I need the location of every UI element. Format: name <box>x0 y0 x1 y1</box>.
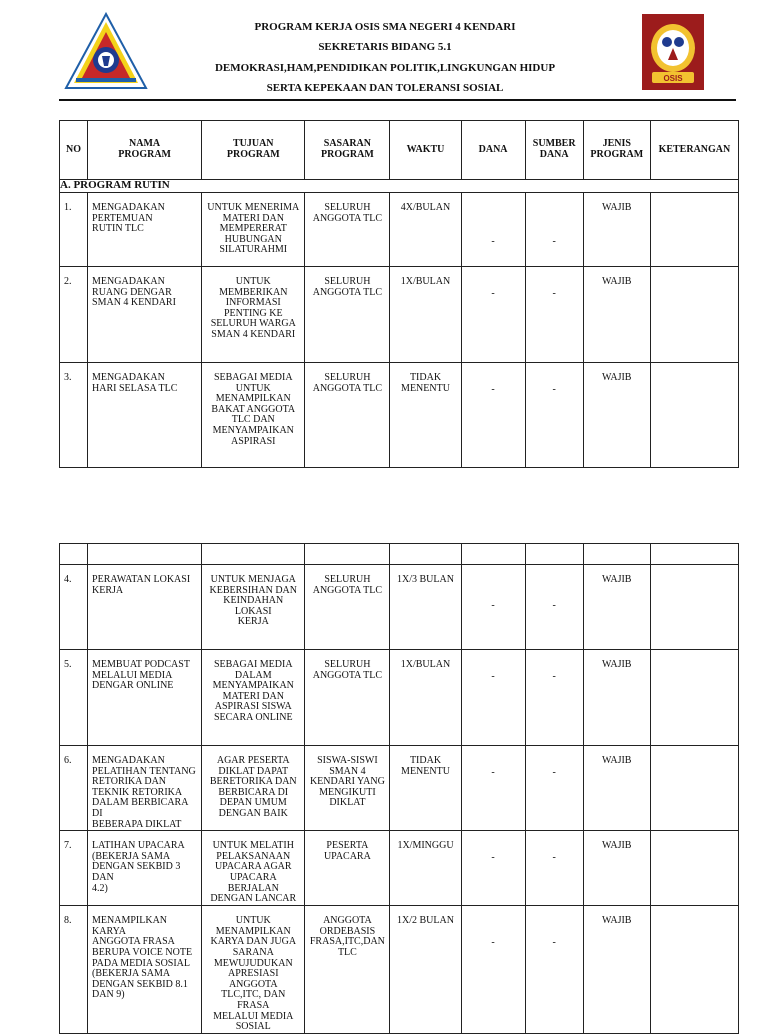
table-row <box>60 267 739 363</box>
program-type-cell: WAJIB <box>583 831 650 906</box>
fund-cell: - <box>461 193 525 267</box>
program-target-cell: SELURUH ANGGOTA TLC <box>305 193 390 267</box>
osis-logo-icon <box>642 14 704 90</box>
row-number: 3. <box>60 363 88 468</box>
fund-cell: - <box>461 363 525 468</box>
table-row <box>60 831 739 906</box>
program-time-cell: 1X/BULAN <box>390 650 461 746</box>
program-target-cell: PESERTA UPACARA <box>305 831 390 906</box>
fund-source-cell: - <box>525 363 583 468</box>
row-number: 7. <box>60 831 88 906</box>
notes-cell <box>650 267 738 363</box>
program-goal-cell: AGAR PESERTA DIKLAT DAPAT BERETORIKA DAN BERBICARA DI DEPAN UMUM DENGAN BAIK <box>202 746 305 831</box>
program-goal-cell: SEBAGAI MEDIA UNTUK MENAMPILKAN BAKAT ANGGOTA TLC DAN MENYAMPAIKAN ASPIRASI <box>202 363 305 468</box>
header-divider <box>59 99 736 101</box>
row-number: 2. <box>60 267 88 363</box>
program-type-cell: WAJIB <box>583 906 650 1034</box>
section-title: A. PROGRAM RUTIN <box>60 180 739 193</box>
row-number: 5. <box>60 650 88 746</box>
notes-cell <box>650 831 738 906</box>
program-goal-cell: UNTUK MELATIH PELAKSANAAN UPACARA AGAR UPACARA BERJALAN DENGAN LANCAR <box>202 831 305 906</box>
col-header-jenis: JENIS PROGRAM <box>583 121 650 180</box>
school-logo-icon <box>64 12 148 92</box>
fund-source-cell: - <box>525 746 583 831</box>
program-name-cell: PERAWATAN LOKASI KERJA <box>88 565 202 650</box>
fund-cell: - <box>461 267 525 363</box>
program-goal-cell: UNTUK MENJAGA KEBERSIHAN DAN KEINDAHAN LOKASI KERJA <box>202 565 305 650</box>
section-row <box>60 180 739 193</box>
program-type-cell: WAJIB <box>583 650 650 746</box>
col-header-waktu: WAKTU <box>390 121 461 180</box>
program-time-cell: 1X/2 BULAN <box>390 906 461 1034</box>
notes-cell <box>650 193 738 267</box>
notes-cell <box>650 746 738 831</box>
program-target-cell: ANGGOTA ORDEBASIS FRASA,ITC,DAN TLC <box>305 906 390 1034</box>
fund-cell: - <box>461 650 525 746</box>
program-name-cell: LATIHAN UPACARA (BEKERJA SAMA DENGAN SEKBID 3 DAN 4.2) <box>88 831 202 906</box>
notes-cell <box>650 650 738 746</box>
program-type-cell: WAJIB <box>583 267 650 363</box>
program-target-cell: SELURUH ANGGOTA TLC <box>305 363 390 468</box>
title-line-3: DEMOKRASI,HAM,PENDIDIKAN POLITIK,LINGKUNGAN HIDUP <box>214 61 556 74</box>
program-time-cell: TIDAK MENENTU <box>390 363 461 468</box>
fund-source-cell: - <box>525 267 583 363</box>
program-goal-cell: SEBAGAI MEDIA DALAM MENYAMPAIKAN MATERI DAN ASPIRASI SISWA SECARA ONLINE <box>202 650 305 746</box>
table-row <box>60 650 739 746</box>
program-name-cell: MENGADAKAN RUANG DENGAR SMAN 4 KENDARI <box>88 267 202 363</box>
row-number: 8. <box>60 906 88 1034</box>
table-row <box>60 193 739 267</box>
program-goal-cell: UNTUK MENERIMA MATERI DAN MEMPERERAT HUBUNGAN SILATURAHMI <box>202 193 305 267</box>
row-number: 6. <box>60 746 88 831</box>
program-type-cell: WAJIB <box>583 193 650 267</box>
fund-source-cell: - <box>525 565 583 650</box>
col-header-no: NO <box>60 121 88 180</box>
table-row <box>60 363 739 468</box>
row-number: 4. <box>60 565 88 650</box>
program-type-cell: WAJIB <box>583 363 650 468</box>
program-goal-cell: UNTUK MEMBERIKAN INFORMASI PENTING KE SELURUH WARGA SMAN 4 KENDARI <box>202 267 305 363</box>
notes-cell <box>650 906 738 1034</box>
fund-source-cell: - <box>525 906 583 1034</box>
row-number: 1. <box>60 193 88 267</box>
table-body-2 <box>60 565 739 1034</box>
col-header-sasaran: SASARAN PROGRAM <box>305 121 390 180</box>
fund-cell: - <box>461 746 525 831</box>
program-target-cell: SELURUH ANGGOTA TLC <box>305 650 390 746</box>
osis-logo-text: OSIS <box>663 74 683 83</box>
fund-source-cell: - <box>525 650 583 746</box>
notes-cell <box>650 363 738 468</box>
document-header <box>0 0 768 104</box>
title-line-1: PROGRAM KERJA OSIS SMA NEGERI 4 KENDARI <box>254 21 516 33</box>
program-type-cell: WAJIB <box>583 746 650 831</box>
program-target-cell: SISWA-SISWI SMAN 4 KENDARI YANG MENGIKUTI DIKLAT <box>305 746 390 831</box>
table-row <box>60 565 739 650</box>
title-line-4: SERTA KEPEKAAN DAN TOLERANSI SOSIAL <box>266 81 504 94</box>
fund-cell: - <box>461 565 525 650</box>
table-body-1 <box>60 193 739 468</box>
fund-cell: - <box>461 831 525 906</box>
notes-cell <box>650 565 738 650</box>
col-header-tujuan: TUJUAN PROGRAM <box>202 121 305 180</box>
program-table-page-2 <box>59 543 739 1034</box>
table-row <box>60 906 739 1034</box>
program-time-cell: 4X/BULAN <box>390 193 461 267</box>
col-header-dana: DANA <box>461 121 525 180</box>
program-time-cell: 1X/BULAN <box>390 267 461 363</box>
table-row <box>60 746 739 831</box>
col-header-sumber: SUMBER DANA <box>525 121 583 180</box>
program-name-cell: MENGADAKAN HARI SELASA TLC <box>88 363 202 468</box>
col-header-nama: NAMA PROGRAM <box>88 121 202 180</box>
program-name-cell: MEMBUAT PODCAST MELALUI MEDIA DENGAR ONLINE <box>88 650 202 746</box>
title-line-2: SEKRETARIS BIDANG 5.1 <box>318 41 452 54</box>
program-time-cell: 1X/MINGGU <box>390 831 461 906</box>
col-header-keterangan: KETERANGAN <box>650 121 738 180</box>
program-type-cell: WAJIB <box>583 565 650 650</box>
program-time-cell: TIDAK MENENTU <box>390 746 461 831</box>
program-target-cell: SELURUH ANGGOTA TLC <box>305 565 390 650</box>
program-time-cell: 1X/3 BULAN <box>390 565 461 650</box>
empty-header-row <box>60 544 739 565</box>
program-name-cell: MENAMPILKAN KARYA ANGGOTA FRASA BERUPA VOICE NOTE PADA MEDIA SOSIAL (BEKERJA SAMA DENGAN SEKBID 8.1 DAN 9) <box>88 906 202 1034</box>
program-goal-cell: UNTUK MENAMPILKAN KARYA DAN JUGA SARANA MEWUJUDUKAN APRESIASI ANGGOTA TLC,ITC, DAN FRASA MELALUI MEDIA SOSIAL <box>202 906 305 1034</box>
fund-source-cell: - <box>525 193 583 267</box>
table-header-row <box>60 121 739 180</box>
program-name-cell: MENGADAKAN PERTEMUAN RUTIN TLC <box>88 193 202 267</box>
program-name-cell: MENGADAKAN PELATIHAN TENTANG RETORIKA DAN TEKNIK RETORIKA DALAM BERBICARA DI BEBERAPA DIKLAT <box>88 746 202 831</box>
document-title <box>160 17 610 98</box>
fund-source-cell: - <box>525 831 583 906</box>
fund-cell: - <box>461 906 525 1034</box>
program-table-page-1 <box>59 120 739 468</box>
program-target-cell: SELURUH ANGGOTA TLC <box>305 267 390 363</box>
